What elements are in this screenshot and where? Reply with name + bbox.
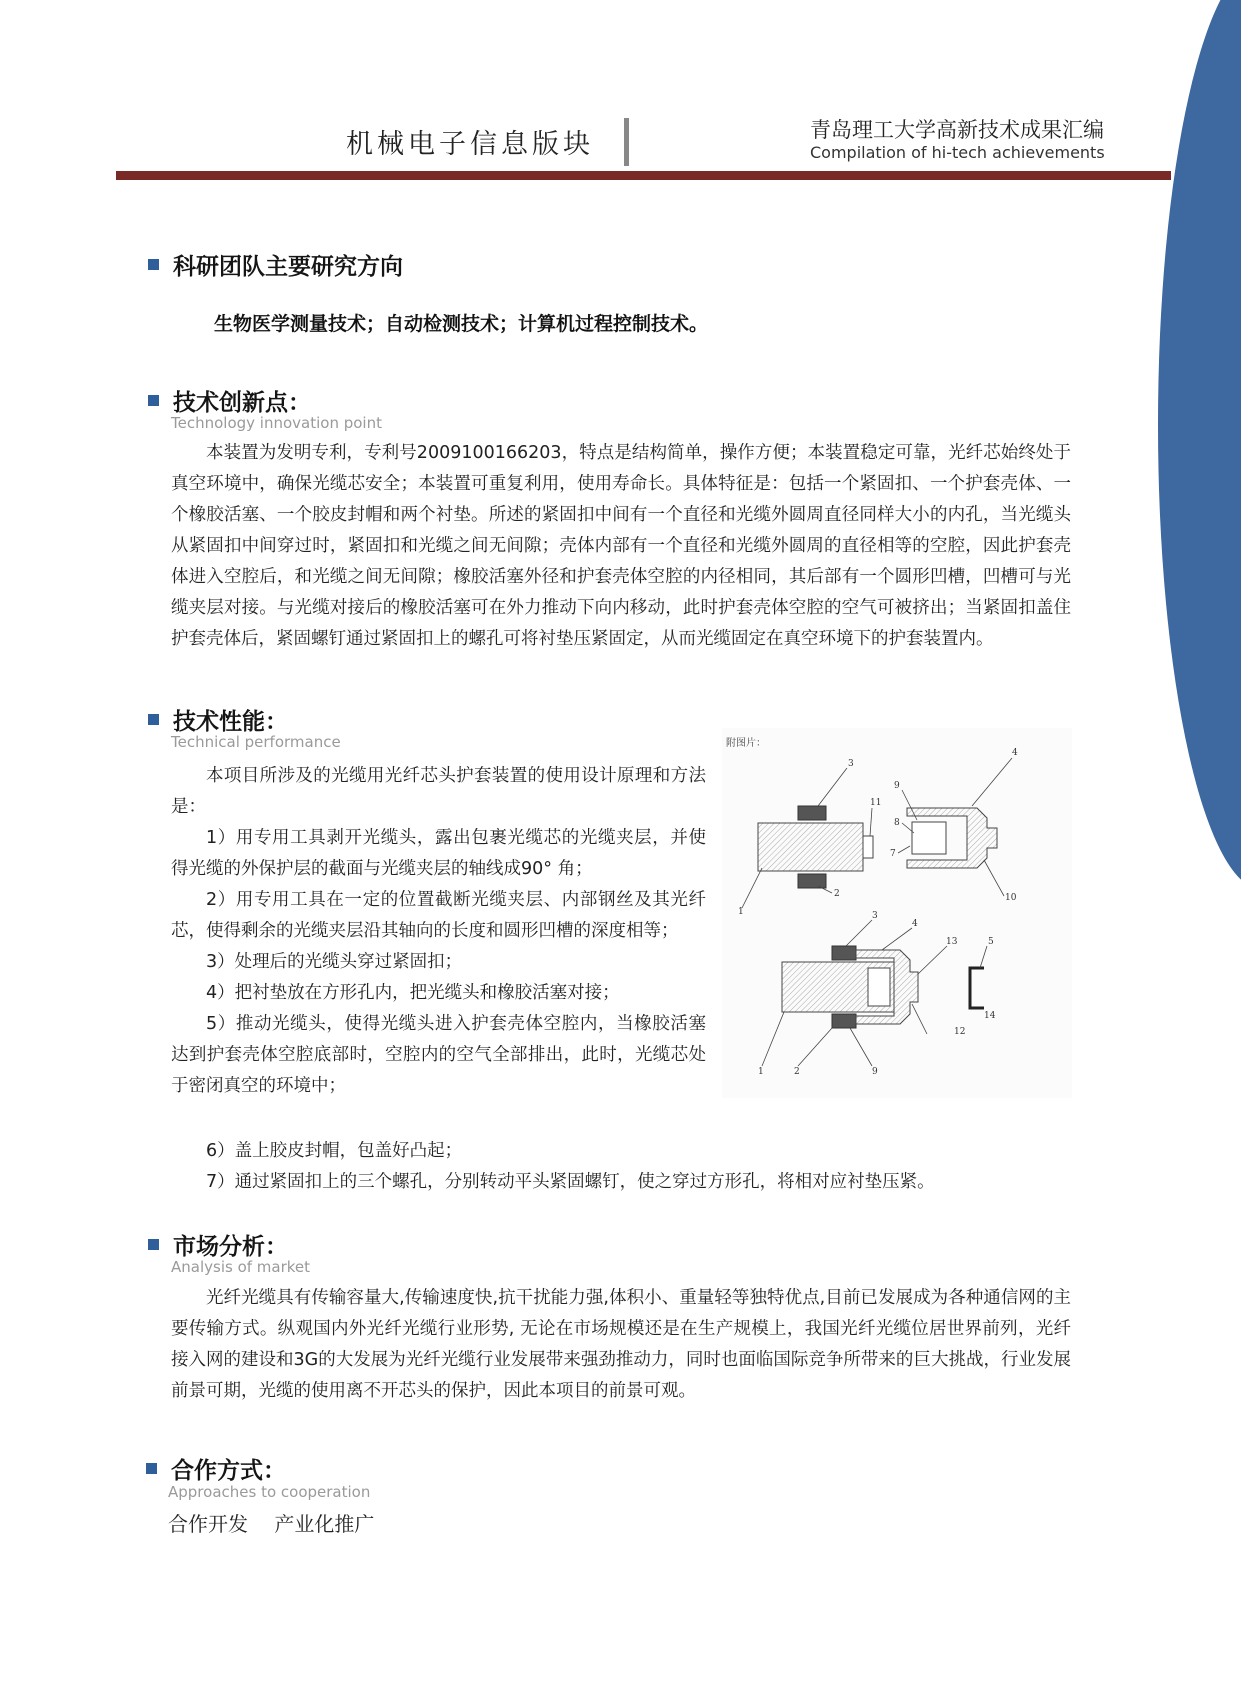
market-heading (148, 1228, 288, 1261)
performance-body-cont (171, 1136, 1071, 1198)
figure-caption: 附图片： (726, 738, 766, 749)
diagram-label: 3 (872, 911, 878, 921)
market-paragraph: 光纤光缆具有传输容量大,传输速度快,抗干扰能力强,体积小、重量轻等独特优点,目前已发展成为各种通信网的主要传输方式。纵观国内外光纤光缆行业形势, 无论在市场规模还是在生产规模上，我国光纤光缆位居世界前列，光纤接入网的建设和3G的大发展为光纤光缆行业发展带来强劲推动力，同时也面临国际竞争所带来的巨大挑战，行业发展前景可期，光缆的使用离不开芯头的保护，因此本项目的前景可观。 (171, 1288, 1071, 1401)
header-rule (116, 171, 1171, 180)
performance-step: 3）处理后的光缆头穿过紧固扣； (206, 952, 463, 972)
diagram-label: 4 (912, 919, 918, 929)
header-divider (624, 118, 629, 166)
performance-step: 6）盖上胶皮封帽，包盖好凸起； (206, 1141, 463, 1161)
diagram-labels (738, 748, 1018, 1077)
performance-subtitle: Technical performance (171, 733, 341, 751)
diagram-label: 9 (894, 781, 900, 791)
device-diagram (722, 728, 1072, 1098)
diagram-label: 11 (870, 798, 882, 808)
square-bullet-icon (148, 395, 159, 406)
performance-step: 4）把衬垫放在方形孔内，把光缆头和橡胶活塞对接； (206, 983, 620, 1003)
cooperation-heading (146, 1452, 286, 1485)
performance-title: 技术性能： (173, 709, 288, 735)
market-title: 市场分析： (173, 1234, 288, 1260)
diagram-label: 5 (988, 937, 994, 947)
diagram-label: 13 (946, 937, 958, 947)
performance-heading (148, 703, 288, 736)
cooperation-title: 合作方式： (171, 1458, 286, 1484)
innovation-title: 技术创新点： (173, 390, 311, 416)
diagram-housing (898, 758, 1012, 896)
diagram-label: 2 (834, 889, 840, 899)
diagram-label: 9 (872, 1067, 878, 1077)
header-title-cn: 青岛理工大学高新技术成果汇编 (810, 118, 1104, 142)
diagram-label: 4 (1012, 748, 1018, 758)
innovation-paragraph: 本装置为发明专利，专利号2009100166203，特点是结构简单，操作方便；本装置稳定可靠，光纤芯始终处于真空环境中，确保光缆芯安全；本装置可重复利用，使用寿命长。具体特征是：包括一个紧固扣、一个护套壳体、一个橡胶活塞、一个胶皮封帽和两个衬垫。所述的紧固扣中间有一个直径和光缆外圆周直径同样大小的内孔，当光缆头从紧固扣中间穿过时，紧固扣和光缆之间无间隙；壳体内部有一个直径和光缆外圆周的直径相等的空腔，因此护套壳体进入空腔后，和光缆之间无间隙；橡胶活塞外径和护套壳体空腔的内径相同，其后部有一个圆形凹槽，凹槽可与光缆夹层对接。与光缆对接后的橡胶活塞可在外力推动下向内移动，此时护套壳体空腔的空气可被挤出；当紧固扣盖住护套壳体后，紧固螺钉通过紧固扣上的螺孔可将衬垫压紧固定，从而光缆固定在真空环境下的护套装置内。 (171, 443, 1071, 649)
performance-step: 7）通过紧固扣上的三个螺孔，分别转动平头紧固螺钉，使之穿过方形孔，将相对应衬垫压紧。 (206, 1172, 935, 1192)
square-bullet-icon (146, 1463, 157, 1474)
device-diagram-figure (722, 728, 1072, 1098)
diagram-label: 7 (890, 849, 896, 859)
cooperation-item: 产业化推广 (274, 1512, 375, 1536)
diagram-label: 1 (738, 907, 744, 917)
diagram-cable-clamp (742, 768, 873, 908)
cooperation-item: 合作开发 (168, 1512, 248, 1536)
square-bullet-icon (148, 259, 159, 270)
market-subtitle: Analysis of market (171, 1258, 311, 1276)
cooperation-items (168, 1508, 394, 1537)
diagram-label: 8 (894, 818, 900, 828)
diagram-label: 2 (794, 1067, 800, 1077)
decorative-blue-arc (1158, 0, 1241, 890)
diagram-label: 14 (984, 1011, 996, 1021)
square-bullet-icon (148, 1239, 159, 1250)
market-body (171, 1283, 1071, 1407)
research-content: 生物医学测量技术；自动检测技术；计算机过程控制技术。 (214, 313, 709, 335)
performance-body (171, 761, 706, 1102)
diagram-label: 10 (1005, 893, 1017, 903)
header-title-en: Compilation of hi-tech achievements (810, 143, 1105, 162)
innovation-heading (148, 384, 311, 417)
performance-step: 1）用专用工具剥开光缆头，露出包裹光缆芯的光缆夹层，并使得光缆的外保护层的截面与光缆夹层的轴线成90° 角； (171, 828, 706, 879)
innovation-body (171, 438, 1071, 655)
diagram-label: 12 (954, 1027, 966, 1037)
cooperation-subtitle: Approaches to cooperation (168, 1483, 371, 1501)
square-bullet-icon (148, 714, 159, 725)
research-title: 科研团队主要研究方向 (173, 254, 403, 280)
section-name: 机械电子信息版块 (346, 129, 594, 160)
diagram-label: 3 (848, 759, 854, 769)
performance-step: 2）用专用工具在一定的位置截断光缆夹层、内部钢丝及其光纤芯，使得剩余的光缆夹层沿其轴向的长度和圆形凹槽的深度相等； (171, 890, 706, 941)
performance-intro: 本项目所涉及的光缆用光纤芯头护套装置的使用设计原理和方法是： (171, 766, 706, 817)
innovation-subtitle: Technology innovation point (171, 414, 382, 432)
performance-step: 5）推动光缆头，使得光缆头进入护套壳体空腔内，当橡胶活塞达到护套壳体空腔底部时，空腔内的空气全部排出，此时，光缆芯处于密闭真空的环境中； (171, 1014, 706, 1096)
diagram-label: 1 (758, 1067, 764, 1077)
research-heading (148, 248, 403, 281)
